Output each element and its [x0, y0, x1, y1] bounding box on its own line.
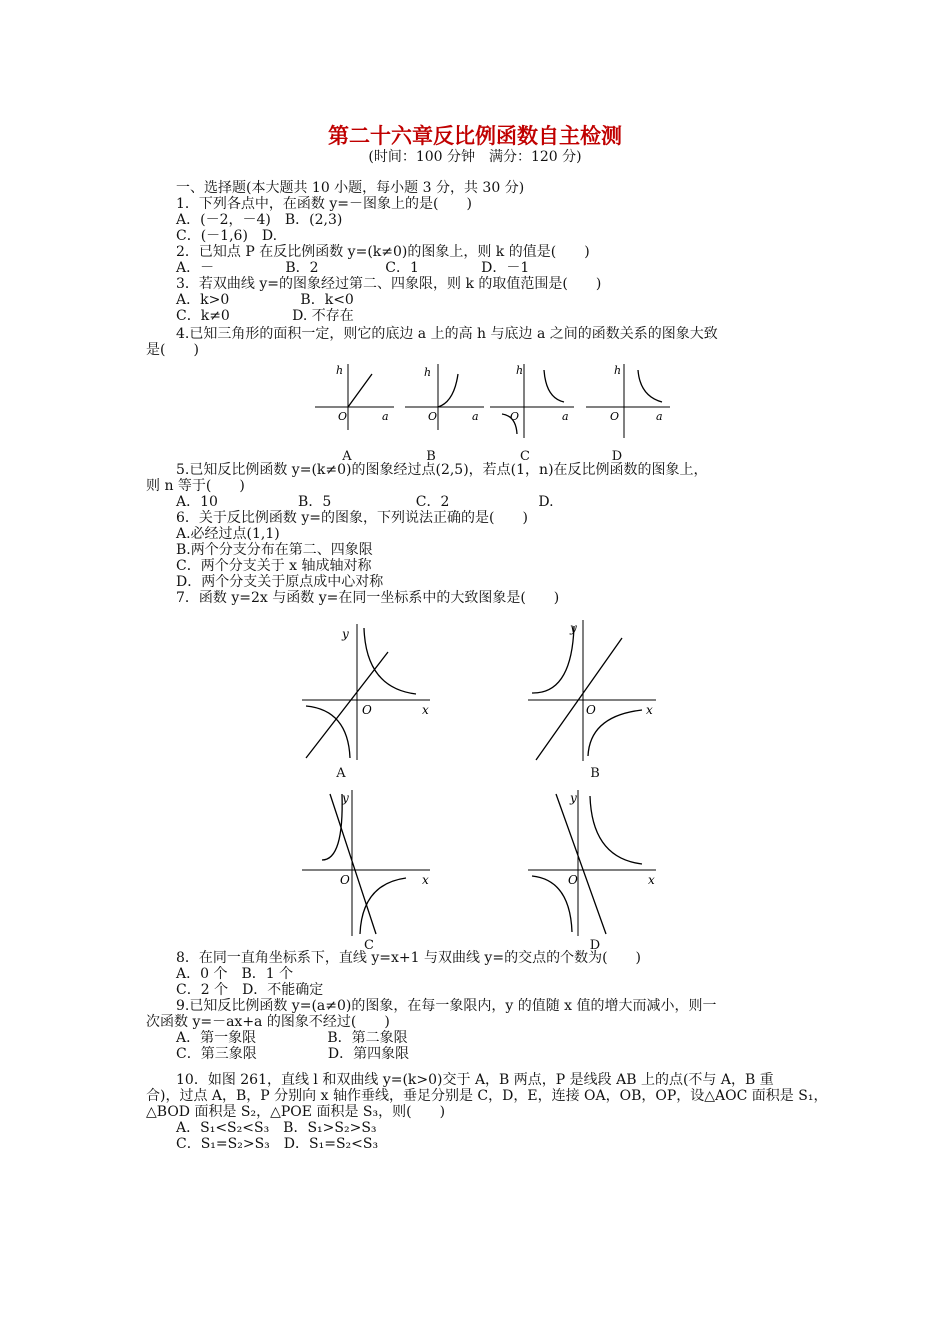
q4d-a-label: a [656, 410, 663, 423]
text-line: 则 n 等于( ) [146, 478, 245, 494]
text-line: 9.已知反比例函数 y=(a≠0)的图象，在每一象限内，y 的值随 x 值的增大而减小，则一 [176, 998, 717, 1014]
q7-graph-b [526, 618, 661, 763]
text-line: 5.已知反比例函数 y=(k≠0)的图象经过点(2,5)，若点(1，n)在反比例函数的图象上， [176, 462, 708, 478]
q7b-y-label: y [570, 621, 577, 635]
q4c-origin: O [510, 410, 520, 423]
q7d-origin: O [568, 873, 578, 887]
q7a-x-label: x [422, 703, 429, 717]
text-line: C．S₁=S₂>S₃ D．S₁=S₂<S₃ [176, 1136, 379, 1152]
q7a-origin: O [362, 703, 372, 717]
text-line: A．(－2，－4) B．(2,3) [176, 212, 343, 228]
text-line: A.必经过点(1,1) [176, 526, 280, 542]
q4-label-a: A [342, 449, 352, 464]
text-line: A．10 B．5 C．2 D. [176, 494, 554, 510]
exam-info: (时间：100 分钟 满分：120 分) [368, 149, 582, 165]
text-line: 10．如图 261，直线 l 和双曲线 y=(k>0)交于 A，B 两点，P 是线段 AB 上的点(不与 A，B 重 [176, 1072, 774, 1088]
text-line: 1．下列各点中，在函数 y=－图象上的是( ) [176, 196, 472, 212]
text-line: △BOD 面积是 S₂，△POE 面积是 S₃，则( ) [146, 1104, 446, 1120]
text-line: A．－ B．2 C．1 D．－1 [176, 260, 530, 276]
q7c-x-label: x [422, 873, 429, 887]
text-line: C．k≠0 D. 不存在 [176, 308, 354, 324]
q7-graph-a [300, 622, 435, 762]
q4d-origin: O [610, 410, 620, 423]
text-line: C．两个分支关于 x 轴成轴对称 [176, 558, 372, 574]
q4a-h-label: h [336, 364, 344, 377]
q7a-y-label: y [342, 627, 349, 641]
q4-label-b: B [426, 449, 436, 464]
q4d-h-label: h [614, 364, 622, 377]
q4a-origin: O [338, 410, 348, 423]
q7-label-b: B [590, 766, 600, 781]
q4b-h-label: h [424, 366, 432, 379]
q4-label-d: D [611, 449, 623, 464]
text-line: D．两个分支关于原点成中心对称 [176, 574, 384, 590]
q4-graph-c [488, 362, 576, 440]
text-line: A．S₁<S₂<S₃ B．S₁>S₂>S₃ [176, 1120, 377, 1136]
text-line: 6．关于反比例函数 y=的图象，下列说法正确的是( ) [176, 510, 528, 526]
q7b-origin: O [586, 703, 596, 717]
text-line: 8．在同一直角坐标系下，直线 y=x+1 与双曲线 y=的交点的个数为( ) [176, 950, 641, 966]
q7d-x-label: x [648, 873, 655, 887]
text-line: C．第三象限 D．第四象限 [176, 1046, 410, 1062]
text-line: A．k>0 B．k<0 [176, 292, 354, 308]
q7b-x-label: x [646, 703, 653, 717]
q7-graph-d [526, 788, 661, 938]
q7c-origin: O [340, 873, 350, 887]
text-line: 是( ) [146, 342, 199, 358]
text-line: 一、选择题(本大题共 10 小题，每小题 3 分，共 30 分) [176, 180, 525, 196]
q7c-y-label: y [342, 791, 349, 805]
text-line: 7．函数 y=2x 与函数 y=在同一坐标系中的大致图象是( ) [176, 590, 560, 606]
text-line: C．(－1,6) D. [176, 228, 278, 244]
q4b-a-label: a [472, 410, 479, 423]
q7-label-a: A [336, 766, 346, 781]
q4a-a-label: a [382, 410, 389, 423]
q7-label-d: D [589, 938, 601, 953]
text-line: A．0 个 B．1 个 [176, 966, 294, 982]
q4b-origin: O [428, 410, 438, 423]
text-line: 合)，过点 A，B，P 分别向 x 轴作垂线，垂足分别是 C，D，E，连接 OA，OB，OP，设△AOC 面积是 S₁， [146, 1088, 828, 1104]
text-line: 3．若双曲线 y=的图象经过第二、四象限，则 k 的取值范围是( ) [176, 276, 602, 292]
q7-graph-c [300, 788, 435, 938]
q7-label-c: C [364, 938, 374, 953]
q4c-a-label: a [562, 410, 569, 423]
q7d-y-label: y [570, 791, 577, 805]
text-line: B.两个分支分布在第二、四象限 [176, 542, 373, 558]
text-line: C．2 个 D．不能确定 [176, 982, 324, 998]
page-title: 第二十六章反比例函数自主检测 [328, 124, 622, 148]
text-line: 次函数 y=－ax+a 的图象不经过( ) [146, 1014, 390, 1030]
q4c-h-label: h [516, 364, 524, 377]
q4-graph-d [584, 362, 672, 440]
q4-label-c: C [520, 449, 530, 464]
text-line: 2．已知点 P 在反比例函数 y=(k≠0)的图象上，则 k 的值是( ) [176, 244, 590, 260]
q4-graph-b [402, 362, 487, 432]
text-line: A．第一象限 B．第二象限 [176, 1030, 408, 1046]
text-line: 4.已知三角形的面积一定，则它的底边 a 上的高 h 与底边 a 之间的函数关系的图象大致 [176, 326, 718, 342]
q4-graph-a [312, 362, 397, 432]
